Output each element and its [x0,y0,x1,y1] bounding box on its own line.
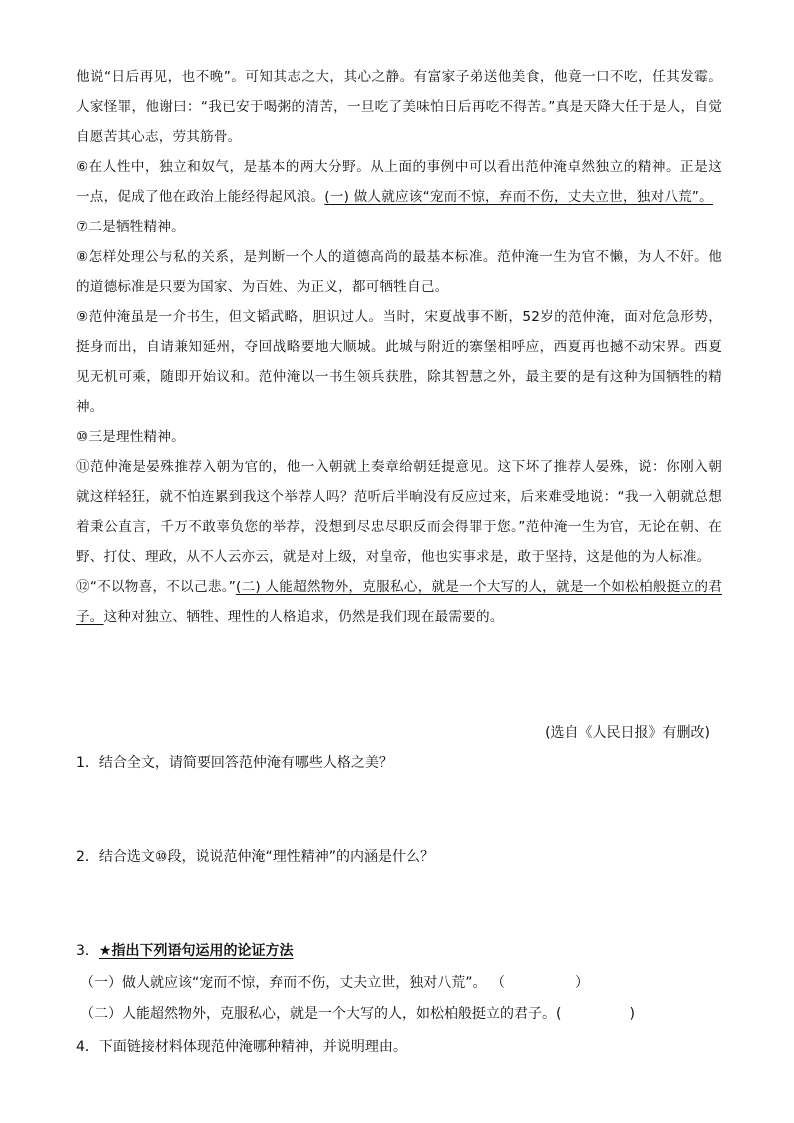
question-1: 1．结合全文，请简要回答范仲淹有哪些人格之美？ [76,755,393,771]
paragraph-12 [76,572,722,632]
question-3-item-b [80,1003,635,1025]
underlined-sentence-1: (一) 做人就应该“宠而不惊，弃而不伤，丈夫立世，独对八荒”。 [324,189,713,205]
item-a-close: ） [574,975,589,991]
paragraph-6 [76,152,722,212]
question-3-item-a [80,972,589,994]
paragraph-5-tail: 他说“日后再见，也不晚”。可知其志之大，其心之静。有富家子弟送他美食，他竟一口不吃，任其发霉。人家怪罪，他谢曰：“我已安于喝粥的清苦，一旦吃了美味怕日后再吃不得苦。”真是天降大任于是人，自觉自愿苦其心志，劳其筋骨。 [76,69,722,145]
question-3-title: ★指出下列语句运用的论证方法 [98,943,294,959]
underlined-sentence-2: (二) 人能超然物外，克服私心，就是一个大写的人，就是一个如松柏般挺立的君子。 [76,579,723,625]
item-a-text: （一）做人就应该“宠而不惊，弃而不伤，丈夫立世，独对八荒”。 （ [80,975,505,991]
paragraph-11: ⑪范仲淹是晏殊推荐入朝为官的，他一入朝就上奏章给朝廷提意见。这下坏了推荐人晏殊，说：你刚入朝就这样轻狂，就不怕连累到我这个举荐人吗？范听后半晌没有反应过来，后来难受地说：“我一入朝就总想着秉公直言，千万不敢辜负您的举荐，没想到尽忠尽职反而会得罪于您。”范仲淹一生为官，无论在朝、在野、打仗、理政，从不人云亦云，就是对上级，对皇帝，他也实事求是，敢于坚持，这是他的为人标准。 [76,459,722,565]
question-2: 2．结合选文⑩段，说说范仲淹“理性精神”的内涵是什么？ [76,849,434,865]
paragraph-6-text: ⑥在人性中，独立和奴气，是基本的两大分野。从上面的事例中可以看出范仲淹卓然独立的精神。正是这一点，促成了他在政治上能经得起风浪。 [76,159,722,205]
paragraph-8: ⑧怎样处理公与私的关系，是判断一个人的道德高尚的最基本标准。范仲淹一生为官不懒，为人不奸。他的道德标准是只要为国家、为百姓、为正义，都可牺牲自己。 [76,249,722,295]
paragraph-12-end: 这种对独立、牺牲、理性的人格追求，仍然是我们现在最需要的。 [103,609,504,625]
question-3-number: 3． [76,943,99,959]
item-b-close: ) [629,1006,635,1022]
paragraph-12-quote: ⑫“不以物喜，不以己悲。” [76,579,236,595]
item-b-text: （二）人能超然物外，克服私心，就是一个大写的人，如松柏般挺立的君子。( [80,1006,562,1022]
question-3 [76,940,293,962]
source-citation: (选自《人民日报》有删改) [545,725,710,741]
paragraph-7: ⑦二是牺牲精神。 [76,219,185,235]
question-4: 4．下面链接材料体现范仲淹哪种精神，并说明理由。 [76,1039,407,1055]
paragraph-10: ⑩三是理性精神。 [76,429,185,445]
reading-passage [76,62,722,632]
paragraph-9: ⑨范仲淹虽是一介书生，但文韬武略，胆识过人。当时，宋夏战事不断，52岁的范仲淹，面对危急形势，挺身而出，自请兼知延州，夺回战略要地大顺城。此城与附近的寨堡相呼应，西夏再也撼不动宋界。西夏见无机可乘，随即开始议和。范仲淹以一书生领兵获胜，除其智慧之外，最主要的是有这种为国牺牲的精神。 [76,309,722,415]
